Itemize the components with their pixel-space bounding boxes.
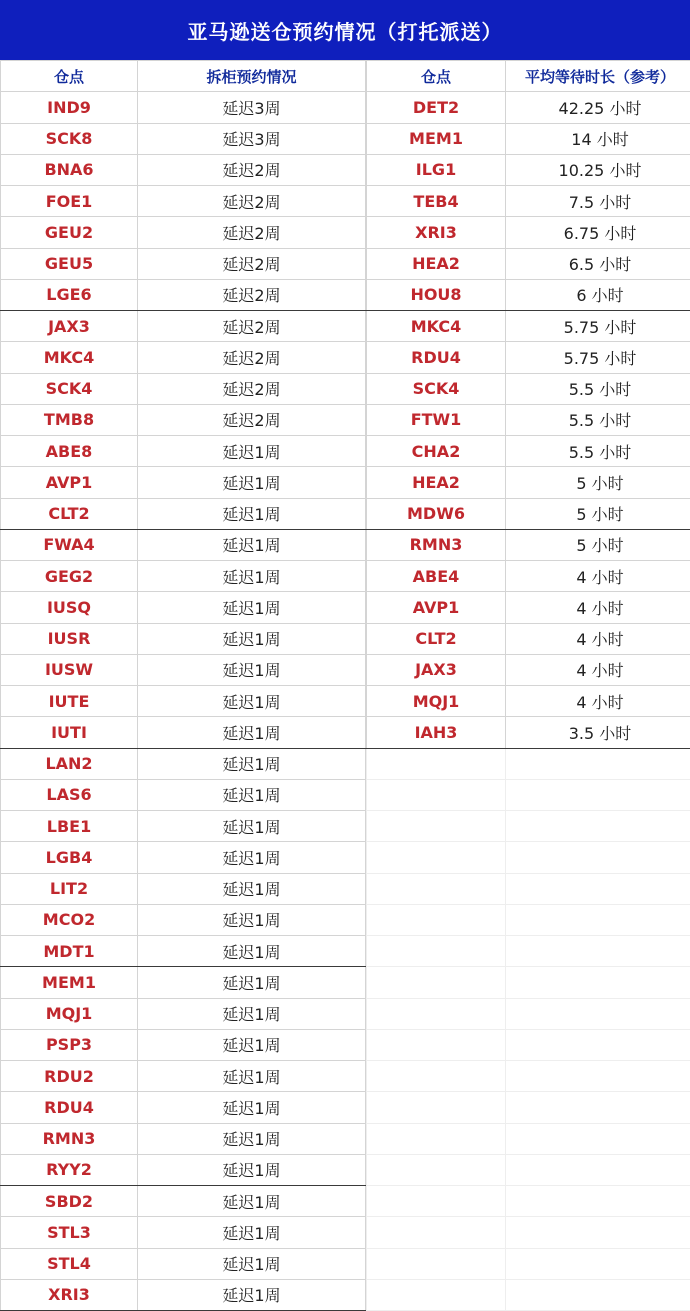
warehouse-code: JAX3 [1, 311, 138, 342]
empty-cell [367, 936, 506, 967]
status-value: 延迟1周 [138, 561, 366, 592]
status-value: 延迟1周 [138, 436, 366, 467]
table-row [1, 217, 366, 248]
empty-cell [367, 811, 506, 842]
warehouse-code: GEG2 [1, 561, 138, 592]
warehouse-code: MEM1 [367, 123, 506, 154]
right-header-warehouse: 仓点 [367, 61, 506, 92]
empty-cell [367, 748, 506, 779]
empty-cell [506, 998, 690, 1029]
table-row [1, 686, 366, 717]
table-row [367, 248, 690, 279]
status-value: 延迟1周 [138, 467, 366, 498]
status-value: 4 小时 [506, 686, 690, 717]
table-row [367, 686, 690, 717]
warehouse-code: GEU5 [1, 248, 138, 279]
warehouse-code: LAN2 [1, 748, 138, 779]
empty-row [367, 1061, 690, 1092]
status-value: 延迟1周 [138, 1029, 366, 1060]
table-row [1, 186, 366, 217]
warehouse-code: LAS6 [1, 779, 138, 810]
warehouse-code: HOU8 [367, 279, 506, 310]
empty-row [367, 1029, 690, 1060]
warehouse-code: MDT1 [1, 936, 138, 967]
warehouse-code: ABE4 [367, 561, 506, 592]
table-row [1, 654, 366, 685]
status-value: 延迟1周 [138, 842, 366, 873]
empty-cell [367, 967, 506, 998]
table-row [367, 561, 690, 592]
warehouse-code: IUTI [1, 717, 138, 748]
warehouse-code: RDU2 [1, 1061, 138, 1092]
empty-row [367, 842, 690, 873]
status-value: 42.25 小时 [506, 92, 690, 123]
status-value: 延迟2周 [138, 217, 366, 248]
status-value: 延迟1周 [138, 529, 366, 560]
table-row [1, 1123, 366, 1154]
empty-cell [506, 1186, 690, 1217]
left-table-body [1, 92, 366, 1311]
status-value: 延迟1周 [138, 686, 366, 717]
warehouse-code: GEU2 [1, 217, 138, 248]
empty-cell [506, 1061, 690, 1092]
status-value: 延迟1周 [138, 1248, 366, 1279]
empty-cell [367, 842, 506, 873]
table-row [367, 654, 690, 685]
status-value: 延迟1周 [138, 1123, 366, 1154]
empty-row [367, 811, 690, 842]
table-row [1, 873, 366, 904]
table-row [367, 154, 690, 185]
table-row [367, 373, 690, 404]
status-value: 6 小时 [506, 279, 690, 310]
empty-row [367, 998, 690, 1029]
table-row [1, 404, 366, 435]
warehouse-code: LGE6 [1, 279, 138, 310]
warehouse-code: MKC4 [367, 311, 506, 342]
table-row [1, 498, 366, 529]
warehouse-code: RMN3 [367, 529, 506, 560]
table-row [367, 342, 690, 373]
status-value: 延迟3周 [138, 92, 366, 123]
warehouse-code: PSP3 [1, 1029, 138, 1060]
empty-row [367, 873, 690, 904]
table-row [1, 748, 366, 779]
status-value: 延迟1周 [138, 1092, 366, 1123]
warehouse-code: MDW6 [367, 498, 506, 529]
table-row [1, 842, 366, 873]
page-title: 亚马逊送仓预约情况（打托派送） [0, 0, 690, 60]
unloading-appointment-table [0, 60, 366, 1311]
status-value: 延迟1周 [138, 717, 366, 748]
table-row [367, 717, 690, 748]
table-row [1, 311, 366, 342]
warehouse-code: RYY2 [1, 1154, 138, 1185]
empty-row [367, 936, 690, 967]
warehouse-code: SCK4 [367, 373, 506, 404]
warehouse-code: MEM1 [1, 967, 138, 998]
table-row [367, 623, 690, 654]
status-value: 延迟1周 [138, 1279, 366, 1310]
table-row [1, 467, 366, 498]
empty-row [367, 1123, 690, 1154]
status-value: 延迟2周 [138, 404, 366, 435]
empty-cell [367, 1186, 506, 1217]
warehouse-code: MQJ1 [367, 686, 506, 717]
wait-time-table [366, 60, 690, 1311]
warehouse-code: ILG1 [367, 154, 506, 185]
table-row [1, 92, 366, 123]
warehouse-code: CHA2 [367, 436, 506, 467]
table-row [1, 592, 366, 623]
warehouse-code: RMN3 [1, 1123, 138, 1154]
empty-cell [506, 1029, 690, 1060]
status-value: 延迟2周 [138, 311, 366, 342]
status-value: 6.75 小时 [506, 217, 690, 248]
table-row [367, 186, 690, 217]
status-value: 延迟1周 [138, 779, 366, 810]
status-value: 4 小时 [506, 561, 690, 592]
warehouse-code: MQJ1 [1, 998, 138, 1029]
warehouse-code: LGB4 [1, 842, 138, 873]
tables-container [0, 60, 690, 1311]
status-value: 延迟3周 [138, 123, 366, 154]
status-value: 延迟1周 [138, 592, 366, 623]
warehouse-code: SCK4 [1, 373, 138, 404]
empty-row [367, 1154, 690, 1185]
empty-cell [506, 1092, 690, 1123]
warehouse-code: DET2 [367, 92, 506, 123]
status-value: 延迟1周 [138, 811, 366, 842]
status-value: 延迟1周 [138, 1061, 366, 1092]
table-row [1, 342, 366, 373]
empty-cell [506, 811, 690, 842]
table-row [1, 998, 366, 1029]
status-value: 7.5 小时 [506, 186, 690, 217]
warehouse-code: CLT2 [367, 623, 506, 654]
right-header-wait-time: 平均等待时长（参考） [506, 61, 690, 92]
table-row [1, 1248, 366, 1279]
empty-cell [367, 1123, 506, 1154]
warehouse-code: BNA6 [1, 154, 138, 185]
status-value: 5 小时 [506, 467, 690, 498]
warehouse-code: ABE8 [1, 436, 138, 467]
warehouse-code: STL3 [1, 1217, 138, 1248]
status-value: 5.75 小时 [506, 342, 690, 373]
status-value: 延迟1周 [138, 967, 366, 998]
status-value: 4 小时 [506, 623, 690, 654]
status-value: 延迟2周 [138, 342, 366, 373]
table-row [1, 1217, 366, 1248]
table-row [1, 1092, 366, 1123]
table-row [1, 1029, 366, 1060]
table-row [1, 936, 366, 967]
empty-cell [367, 1217, 506, 1248]
warehouse-code: LBE1 [1, 811, 138, 842]
status-value: 延迟2周 [138, 248, 366, 279]
empty-cell [506, 904, 690, 935]
table-row [1, 529, 366, 560]
warehouse-code: RDU4 [1, 1092, 138, 1123]
status-value: 延迟1周 [138, 1154, 366, 1185]
warehouse-code: IND9 [1, 92, 138, 123]
status-value: 延迟1周 [138, 498, 366, 529]
warehouse-code: FTW1 [367, 404, 506, 435]
table-row [367, 498, 690, 529]
status-value: 延迟1周 [138, 654, 366, 685]
warehouse-code: TEB4 [367, 186, 506, 217]
warehouse-code: TMB8 [1, 404, 138, 435]
empty-cell [506, 1217, 690, 1248]
warehouse-code: CLT2 [1, 498, 138, 529]
left-header-warehouse: 仓点 [1, 61, 138, 92]
warehouse-code: JAX3 [367, 654, 506, 685]
warehouse-code: STL4 [1, 1248, 138, 1279]
table-row [1, 1186, 366, 1217]
empty-row [367, 779, 690, 810]
table-row [1, 561, 366, 592]
warehouse-code: SBD2 [1, 1186, 138, 1217]
empty-row [367, 967, 690, 998]
empty-row [367, 1217, 690, 1248]
status-value: 5 小时 [506, 498, 690, 529]
status-value: 6.5 小时 [506, 248, 690, 279]
empty-cell [506, 748, 690, 779]
warehouse-code: LIT2 [1, 873, 138, 904]
table-row [367, 123, 690, 154]
status-value: 延迟2周 [138, 154, 366, 185]
table-row [1, 248, 366, 279]
empty-cell [367, 1279, 506, 1310]
warehouse-code: IUSW [1, 654, 138, 685]
empty-row [367, 1279, 690, 1310]
status-value: 延迟1周 [138, 904, 366, 935]
empty-cell [506, 873, 690, 904]
warehouse-code: FWA4 [1, 529, 138, 560]
empty-row [367, 1092, 690, 1123]
status-value: 延迟1周 [138, 1217, 366, 1248]
status-value: 5.5 小时 [506, 404, 690, 435]
empty-cell [506, 1279, 690, 1310]
left-header-appointment: 拆柜预约情况 [138, 61, 366, 92]
empty-cell [367, 1248, 506, 1279]
right-table-body [367, 92, 690, 1311]
empty-cell [506, 1248, 690, 1279]
status-value: 延迟1周 [138, 936, 366, 967]
status-value: 延迟2周 [138, 373, 366, 404]
left-header-row [1, 61, 366, 92]
status-value: 4 小时 [506, 654, 690, 685]
empty-cell [367, 779, 506, 810]
table-row [1, 1061, 366, 1092]
warehouse-code: XRI3 [1, 1279, 138, 1310]
empty-cell [506, 1123, 690, 1154]
status-value: 延迟2周 [138, 279, 366, 310]
status-value: 5 小时 [506, 529, 690, 560]
warehouse-code: MCO2 [1, 904, 138, 935]
empty-cell [367, 1061, 506, 1092]
table-row [367, 436, 690, 467]
status-value: 10.25 小时 [506, 154, 690, 185]
warehouse-code: HEA2 [367, 248, 506, 279]
table-row [1, 904, 366, 935]
empty-row [367, 1186, 690, 1217]
table-row [367, 92, 690, 123]
table-row [1, 279, 366, 310]
empty-cell [367, 904, 506, 935]
table-row [1, 967, 366, 998]
warehouse-code: MKC4 [1, 342, 138, 373]
status-value: 延迟1周 [138, 623, 366, 654]
empty-cell [367, 998, 506, 1029]
table-row [1, 1154, 366, 1185]
warehouse-code: FOE1 [1, 186, 138, 217]
status-value: 4 小时 [506, 592, 690, 623]
table-row [367, 529, 690, 560]
status-value: 延迟1周 [138, 748, 366, 779]
empty-cell [367, 873, 506, 904]
status-value: 延迟2周 [138, 186, 366, 217]
warehouse-code: HEA2 [367, 467, 506, 498]
table-row [1, 623, 366, 654]
table-row [1, 123, 366, 154]
empty-row [367, 904, 690, 935]
status-value: 延迟1周 [138, 1186, 366, 1217]
empty-cell [367, 1029, 506, 1060]
warehouse-code: AVP1 [367, 592, 506, 623]
table-row [367, 279, 690, 310]
empty-cell [506, 842, 690, 873]
empty-row [367, 1248, 690, 1279]
status-value: 5.5 小时 [506, 373, 690, 404]
table-row [1, 717, 366, 748]
table-row [367, 592, 690, 623]
right-header-row [367, 61, 690, 92]
warehouse-code: IUSR [1, 623, 138, 654]
table-row [1, 373, 366, 404]
status-value: 3.5 小时 [506, 717, 690, 748]
table-row [367, 217, 690, 248]
empty-cell [506, 936, 690, 967]
table-row [1, 779, 366, 810]
status-value: 延迟1周 [138, 998, 366, 1029]
table-row [367, 404, 690, 435]
warehouse-code: IAH3 [367, 717, 506, 748]
warehouse-code: XRI3 [367, 217, 506, 248]
warehouse-code: AVP1 [1, 467, 138, 498]
warehouse-code: IUSQ [1, 592, 138, 623]
empty-cell [506, 1154, 690, 1185]
warehouse-code: RDU4 [367, 342, 506, 373]
empty-cell [367, 1154, 506, 1185]
empty-cell [506, 779, 690, 810]
table-row [1, 154, 366, 185]
empty-cell [506, 967, 690, 998]
status-value: 延迟1周 [138, 873, 366, 904]
status-value: 14 小时 [506, 123, 690, 154]
table-row [1, 436, 366, 467]
empty-cell [367, 1092, 506, 1123]
status-value: 5.5 小时 [506, 436, 690, 467]
warehouse-code: SCK8 [1, 123, 138, 154]
warehouse-code: IUTE [1, 686, 138, 717]
table-row [1, 811, 366, 842]
table-row [367, 311, 690, 342]
empty-row [367, 748, 690, 779]
status-value: 5.75 小时 [506, 311, 690, 342]
table-row [1, 1279, 366, 1310]
table-row [367, 467, 690, 498]
